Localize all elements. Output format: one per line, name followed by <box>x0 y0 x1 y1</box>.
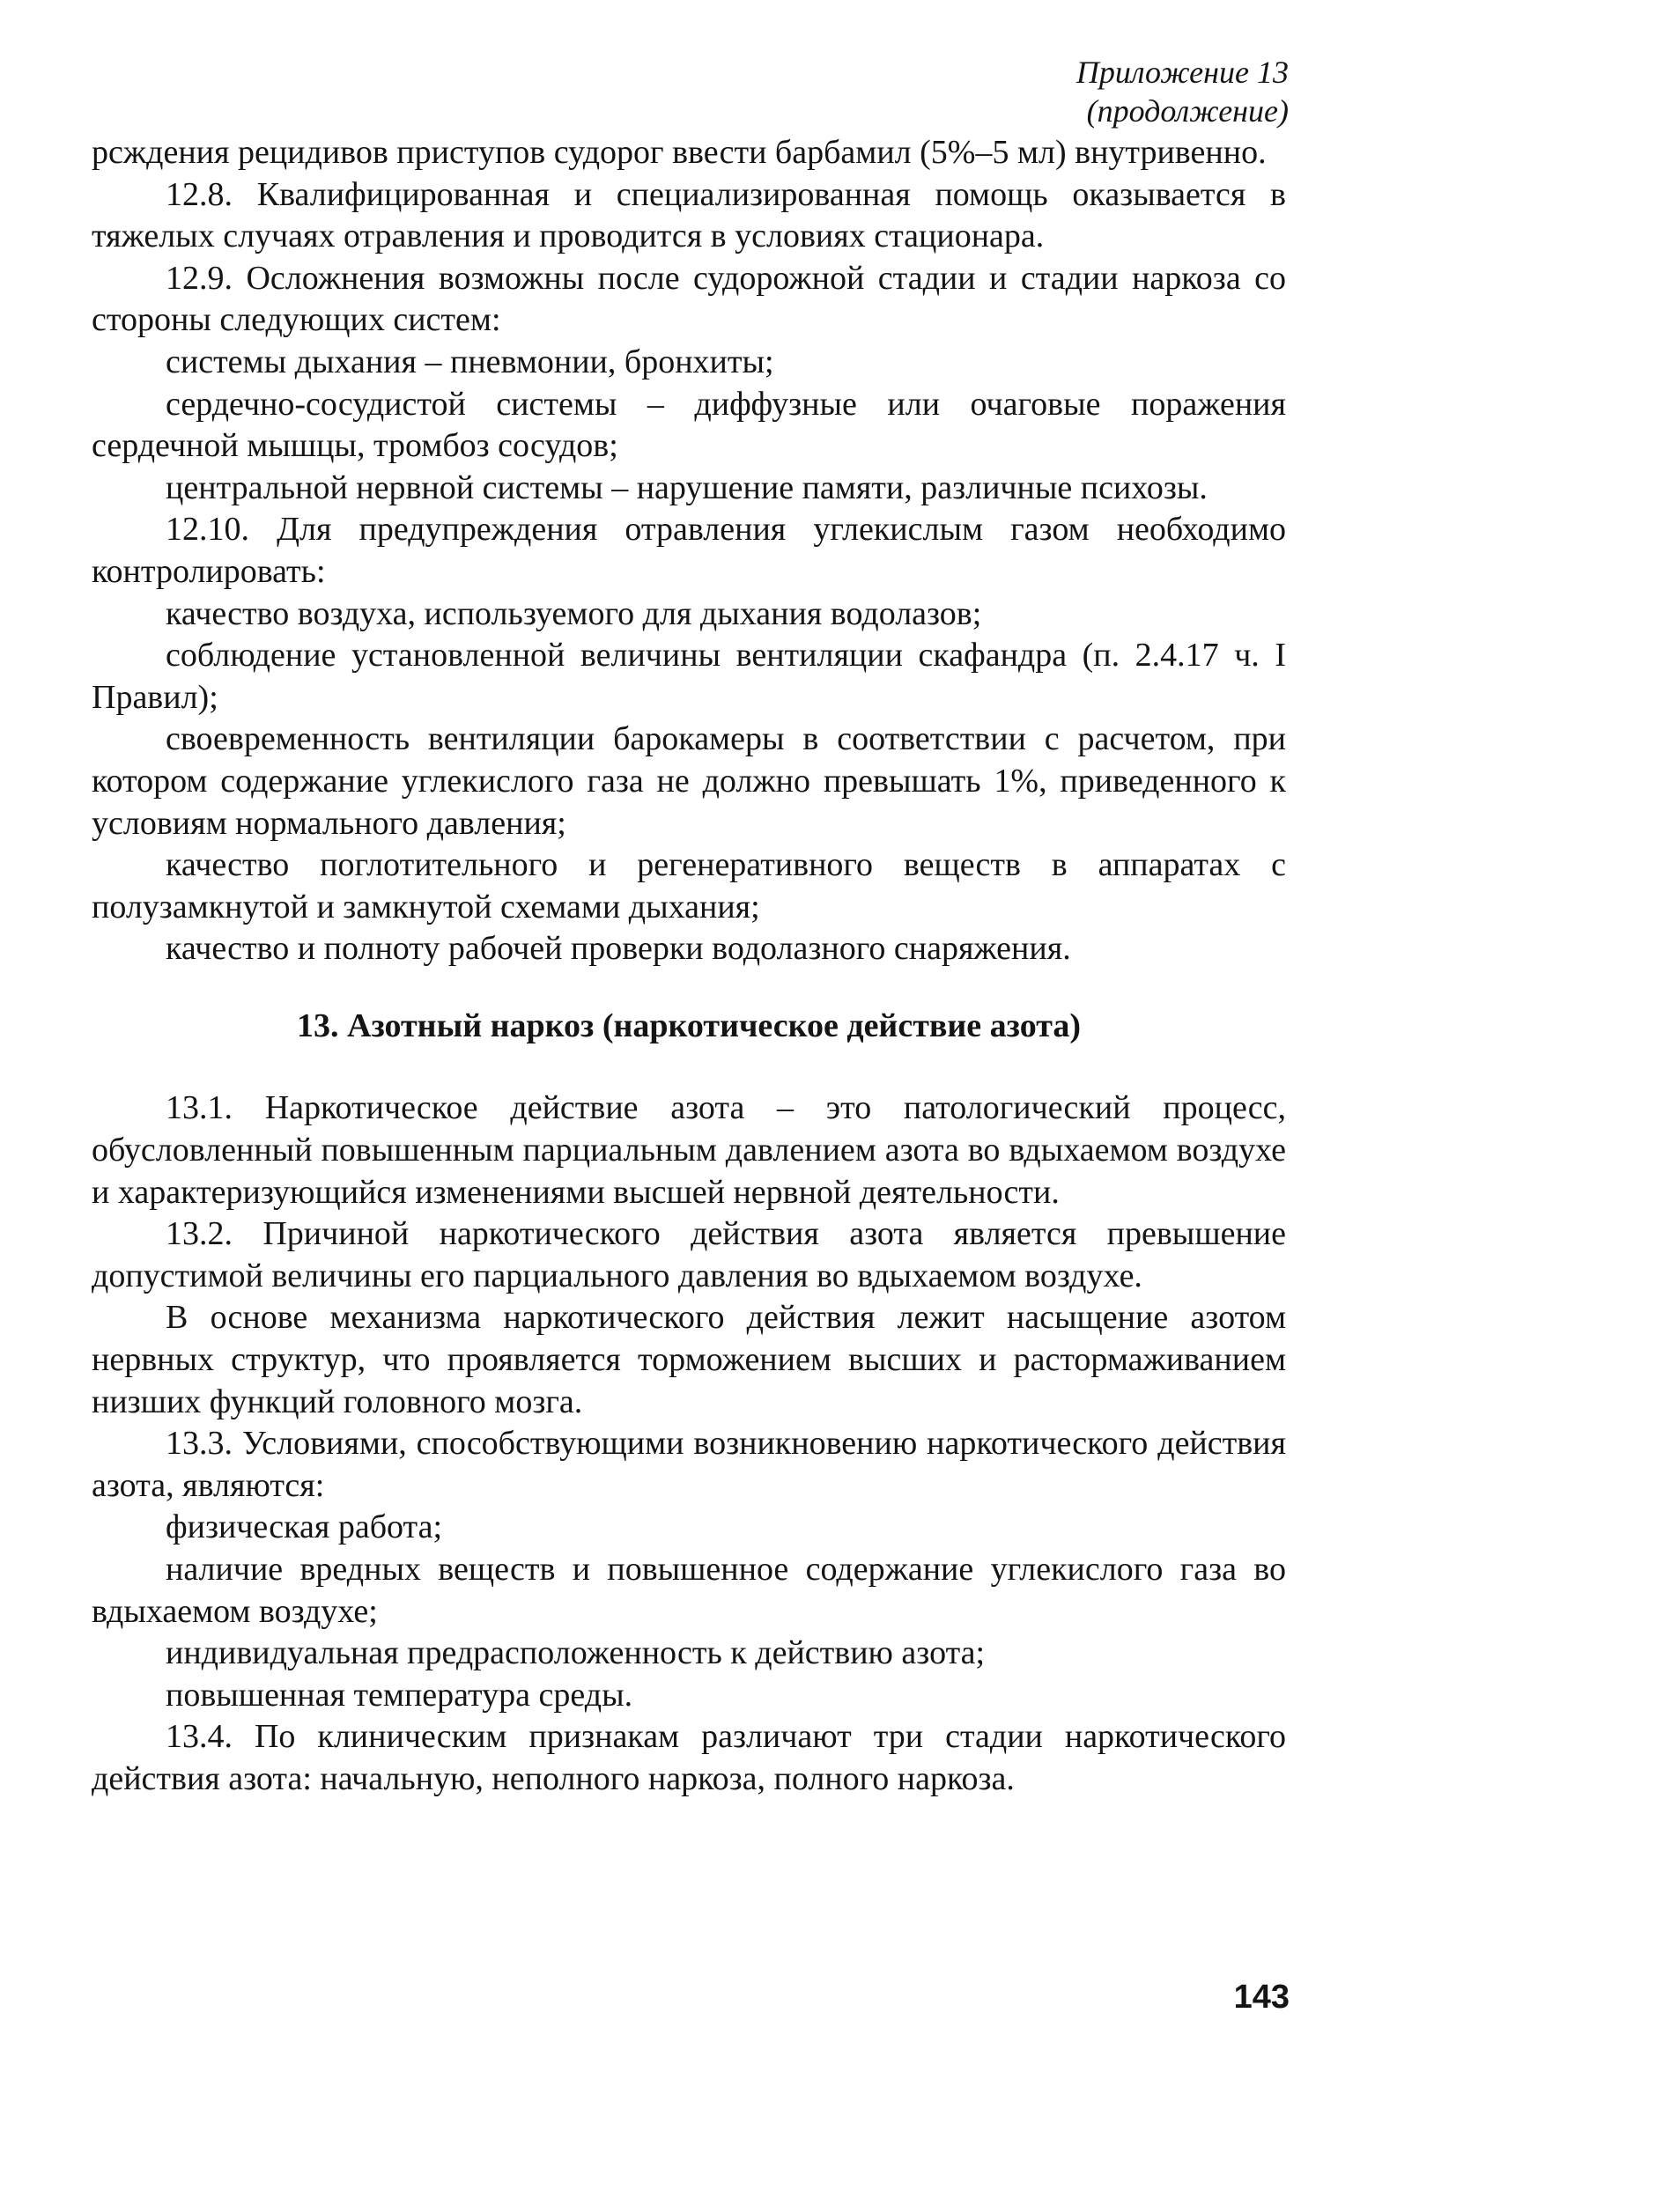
body-text <box>92 132 1286 1801</box>
list-item: индивидуальная предрасположенность к действию азота; <box>166 1634 986 1672</box>
paragraph-13-1: 13.1. Наркотическое действие азота – это патологический процесс, обусловленный повышенным парциальным давлением азота во вдыхаемом воздухе и характеризующийся изменениями высшей нервной деятельности. <box>92 1089 1286 1211</box>
appendix-continuation: (продолжение) <box>1086 93 1289 129</box>
paragraph-12-8: 12.8. Квалифицированная и специализированная помощь оказывается в тяжелых случаях отравления и проводится в условиях стационара. <box>92 175 1286 255</box>
list-item: повышенная температура среды. <box>166 1676 633 1714</box>
list-item: качество поглотительного и регенеративного веществ в аппаратах с полузамкнутой и замкнутой схемами дыхания; <box>92 846 1286 925</box>
list-item: своевременность вентиляции барокамеры в соответствии с расчетом, при котором содержание углекислого газа не должно превышать 1%, приведенного к условиям нормального давления; <box>92 720 1286 842</box>
appendix-label: Приложение 13 <box>1075 55 1289 90</box>
list-item: качество воздуха, используемого для дыхания водолазов; <box>166 594 982 632</box>
list-item: физическая работа; <box>166 1508 443 1546</box>
paragraph: В основе механизма наркотического действия лежит насыщение азотом нервных структур, что проявляется торможением высших и растормаживанием низших функций головного мозга. <box>92 1299 1286 1420</box>
paragraph: рсждения рецидивов приступов судорог ввести барбамил (5%–5 мл) внутривенно. <box>92 134 1267 171</box>
section-heading: 13. Азотный наркоз (наркотическое действие азота) <box>297 1006 1081 1044</box>
paragraph-13-2: 13.2. Причиной наркотического действия азота является превышение допустимой величины его парциального давления во вдыхаемом воздухе. <box>92 1215 1286 1294</box>
page-number: 143 <box>1233 1979 1290 2016</box>
appendix-header <box>1076 53 1289 130</box>
paragraph-12-9: 12.9. Осложнения возможны после судорожной стадии и стадии наркоза со стороны следующих систем: <box>92 259 1286 339</box>
list-item: соблюдение установленной величины вентиляции скафандра (п. 2.4.17 ч. I Правил); <box>92 637 1286 716</box>
paragraph-13-3: 13.3. Условиями, способствующими возникновению наркотического действия азота, являются: <box>92 1425 1286 1504</box>
list-item: качество и полноту рабочей проверки водолазного снаряжения. <box>166 930 1071 968</box>
list-item: центральной нервной системы – нарушение памяти, различные психозы. <box>166 468 1208 506</box>
list-item: наличие вредных веществ и повышенное содержание углекислого газа во вдыхаемом воздухе; <box>92 1551 1286 1630</box>
list-item: сердечно-сосудистой системы – диффузные или очаговые поражения сердечной мышцы, тромбоз сосудов; <box>92 385 1286 465</box>
list-item: системы дыхания – пневмонии, бронхиты; <box>166 343 774 380</box>
paragraph-13-4: 13.4. По клиническим признакам различают три стадии наркотического действия азота: начальную, неполного наркоза, полного наркоза. <box>92 1718 1286 1797</box>
paragraph-12-10: 12.10. Для предупреждения отравления углекислым газом необходимо контролировать: <box>92 511 1286 590</box>
